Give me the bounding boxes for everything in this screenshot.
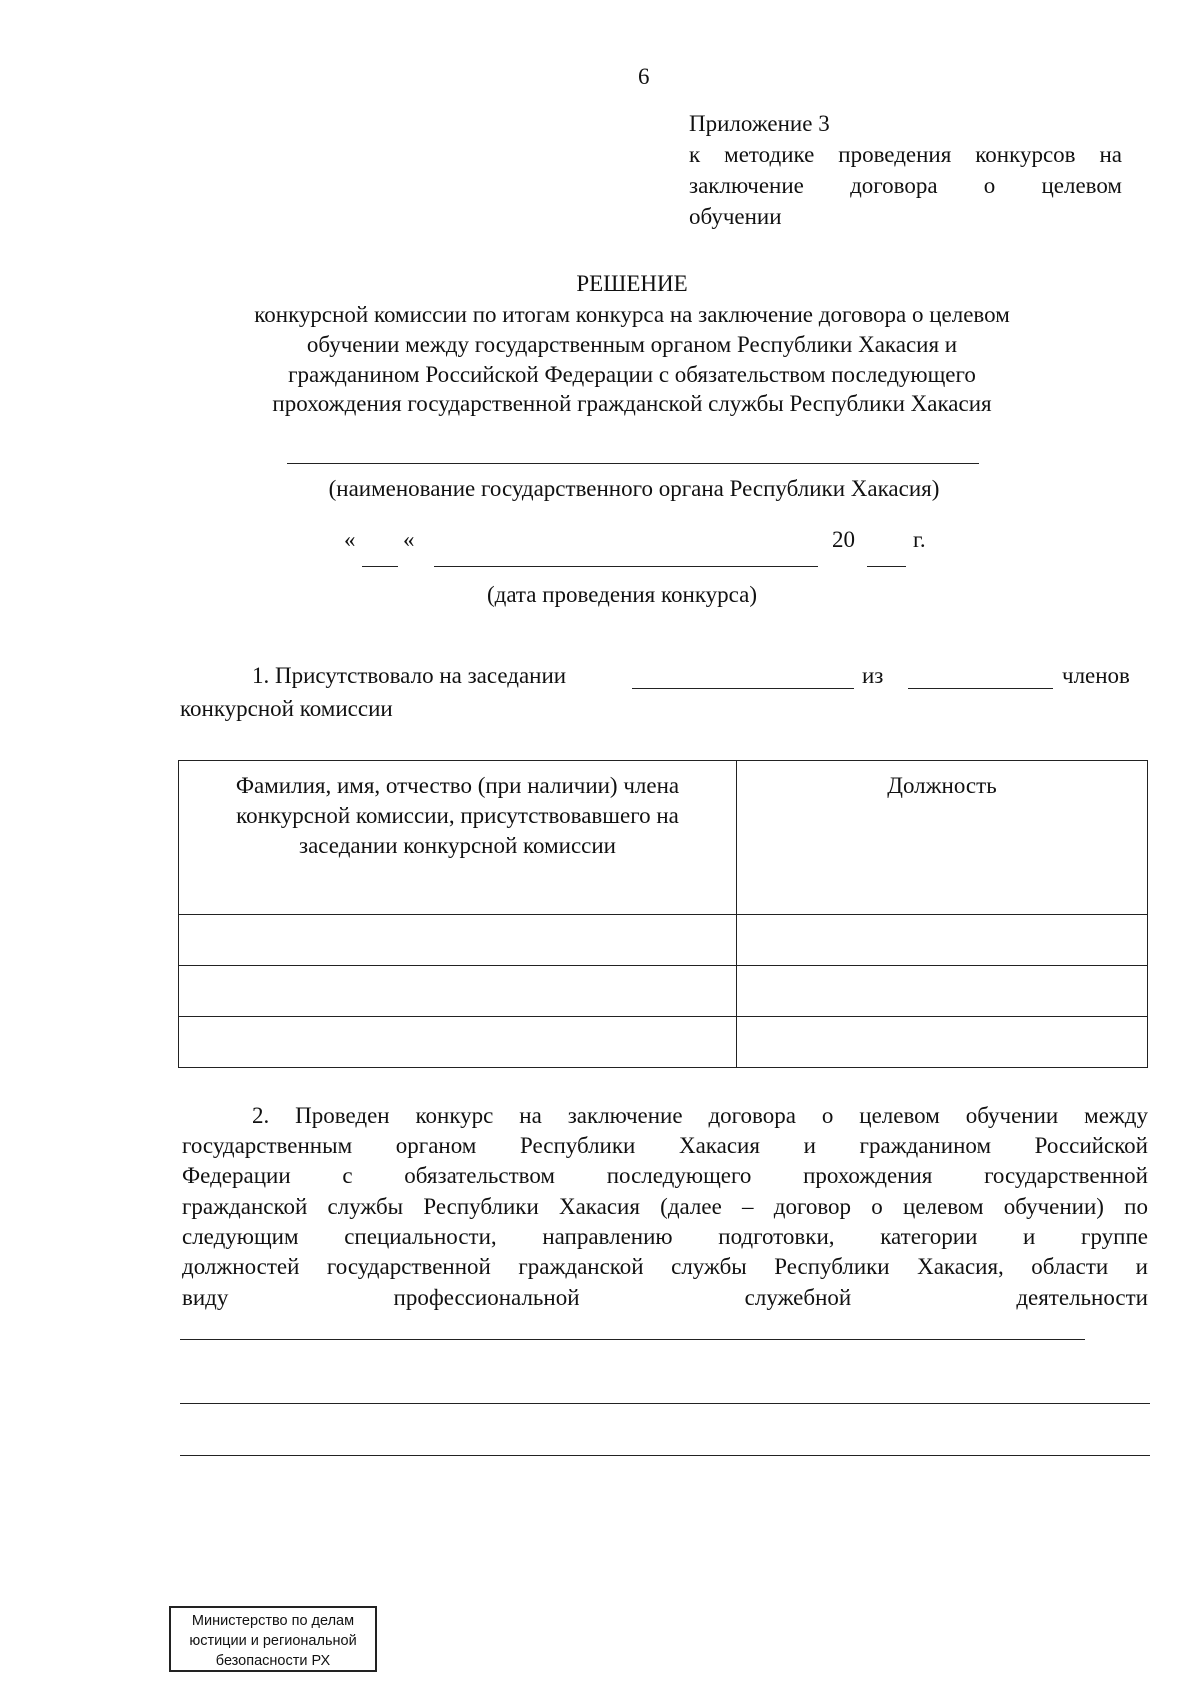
table-cell[interactable] <box>737 915 1148 966</box>
appendix-line: заключение договора о целевом <box>689 173 1122 198</box>
table-row <box>179 915 1148 966</box>
day-field[interactable] <box>362 566 398 567</box>
table-cell[interactable] <box>737 1017 1148 1068</box>
organ-name-field[interactable] <box>287 463 979 464</box>
stamp-line: Министерство по делам <box>191 1613 355 1629</box>
activity-field[interactable] <box>180 1339 1085 1340</box>
column-header-position: Должность <box>737 761 1148 915</box>
paragraph-line: следующим специальности, направлению подготовки, категории и группе <box>182 1224 1148 1249</box>
month-field[interactable] <box>434 566 818 567</box>
subtitle-line: конкурсной комиссии по итогам конкурса на заключение договора о целевом <box>254 302 1010 327</box>
document-heading: РЕШЕНИЕ <box>576 271 688 296</box>
year-suffix: г. <box>913 527 926 552</box>
subtitle-line: прохождения государственной гражданской службы Республики Хакасия <box>272 391 992 416</box>
table-row <box>179 966 1148 1017</box>
subtitle-line: гражданином Российской Федерации с обязательством последующего <box>288 362 976 387</box>
quote-close: « <box>403 527 415 552</box>
stamp-line: юстиции и региональной <box>189 1633 357 1649</box>
table-cell[interactable] <box>179 915 737 966</box>
table-cell[interactable] <box>737 966 1148 1017</box>
page-number: 6 <box>638 64 650 89</box>
subtitle-line: обучении между государственным органом Республики Хакасия и <box>306 332 958 357</box>
year-prefix: 20 <box>832 527 855 552</box>
members-table <box>178 760 1148 1068</box>
activity-field[interactable] <box>180 1403 1150 1404</box>
quote-open: « <box>344 527 356 552</box>
activity-field[interactable] <box>180 1455 1150 1456</box>
date-caption: (дата проведения конкурса) <box>486 582 758 607</box>
paragraph-line: должностей государственной гражданской службы Республики Хакасия, области и <box>182 1254 1148 1279</box>
table-header-row <box>179 761 1148 915</box>
item1-members: членов <box>1062 663 1130 688</box>
ministry-stamp <box>169 1606 377 1672</box>
stamp-line: безопасности РХ <box>215 1653 331 1669</box>
column-header-name: Фамилия, имя, отчество (при наличии) члена конкурсной комиссии, присутствовавшего на заседании конкурсной комиссии <box>179 761 737 915</box>
year-field[interactable] <box>867 566 906 567</box>
table-cell[interactable] <box>179 1017 737 1068</box>
paragraph-line: виду профессиональной служебной деятельности <box>182 1285 1148 1310</box>
paragraph-line: 2. Проведен конкурс на заключение договора о целевом обучении между <box>252 1103 1148 1128</box>
item1-from: из <box>862 663 884 688</box>
paragraph-line: гражданской службы Республики Хакасия (далее – договор о целевом обучении) по <box>182 1194 1148 1219</box>
item1-text: 1. Присутствовало на заседании <box>252 663 567 688</box>
item1-line2: конкурсной комиссии <box>180 696 393 721</box>
appendix-line: обучении <box>689 204 782 229</box>
table-row <box>179 1017 1148 1068</box>
paragraph-line: Федерации с обязательством последующего прохождения государственной <box>182 1163 1148 1188</box>
total-count-field[interactable] <box>908 688 1053 689</box>
appendix-line: к методике проведения конкурсов на <box>689 142 1122 167</box>
organ-caption: (наименование государственного органа Республики Хакасия) <box>328 476 940 501</box>
table-cell[interactable] <box>179 966 737 1017</box>
present-count-field[interactable] <box>632 688 854 689</box>
appendix-title: Приложение 3 <box>689 111 830 136</box>
paragraph-line: государственным органом Республики Хакасия и гражданином Российской <box>182 1133 1148 1158</box>
